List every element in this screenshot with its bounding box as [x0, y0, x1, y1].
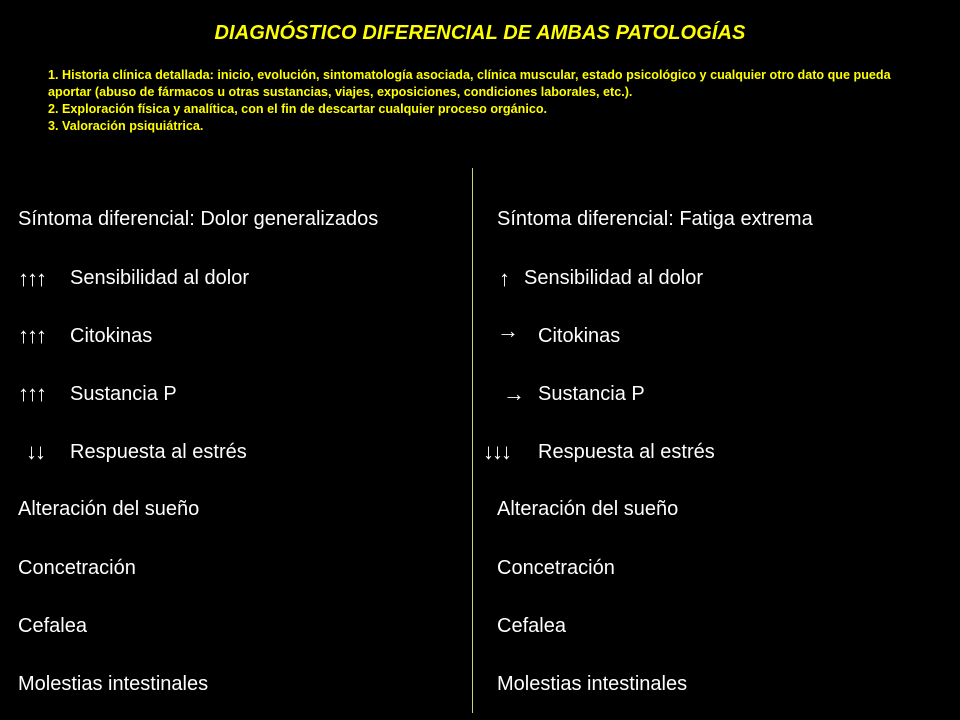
right-arrows-sustancia: → [503, 381, 523, 406]
left-arrows-sustancia: ↑↑↑ [18, 381, 45, 406]
right-plain-cefalea: Cefalea [497, 615, 566, 637]
left-header: Síntoma diferencial: Dolor generalizados [18, 208, 379, 230]
right-arrows-citokinas: → [497, 318, 517, 343]
left-arrows-sensibilidad: ↑↑↑ [18, 266, 45, 291]
left-label-estres: Respuesta al estrés [70, 441, 247, 463]
right-label-estres: Respuesta al estrés [538, 441, 715, 463]
intro-list [48, 67, 908, 135]
right-arrows-sensibilidad: ↑ [499, 266, 508, 291]
right-plain-intestinales: Molestias intestinales [497, 673, 688, 695]
intro-item-1: 1. Historia clínica detallada: inicio, evolución, sintomatología asociada, clínica muscular, estado psicológico y cualquier otro dato que pueda aportar (abuso de fármacos u otras sustancias, viajes, exposiciones, condiciones laborales, etc.). [48, 68, 891, 99]
left-plain-cefalea: Cefalea [18, 615, 87, 637]
left-arrows-citokinas: ↑↑↑ [18, 323, 45, 348]
right-header: Síntoma diferencial: Fatiga extrema [497, 208, 813, 230]
right-plain-sueno: Alteración del sueño [497, 498, 679, 520]
left-plain-concentracion: Concetración [18, 557, 136, 579]
left-arrows-estres: ↓↓ [26, 439, 44, 464]
left-plain-sueno: Alteración del sueño [18, 498, 200, 520]
intro-item-2: 2. Exploración física y analítica, con el fin de descartar cualquier proceso orgánico. [48, 102, 548, 116]
right-plain-concentracion: Concetración [497, 557, 615, 579]
left-label-sensibilidad: Sensibilidad al dolor [70, 267, 250, 289]
right-label-citokinas: Citokinas [538, 325, 621, 347]
intro-item-3: 3. Valoración psiquiátrica. [48, 119, 204, 133]
left-label-sustancia: Sustancia P [70, 383, 177, 405]
right-arrows-estres: ↓↓↓ [483, 439, 510, 464]
column-divider [472, 168, 473, 713]
left-label-citokinas: Citokinas [70, 325, 153, 347]
right-label-sustancia: Sustancia P [538, 383, 645, 405]
left-plain-intestinales: Molestias intestinales [18, 673, 209, 695]
slide-title: DIAGNÓSTICO DIFERENCIAL DE AMBAS PATOLOGÍAS [214, 22, 746, 44]
right-label-sensibilidad: Sensibilidad al dolor [524, 267, 704, 289]
